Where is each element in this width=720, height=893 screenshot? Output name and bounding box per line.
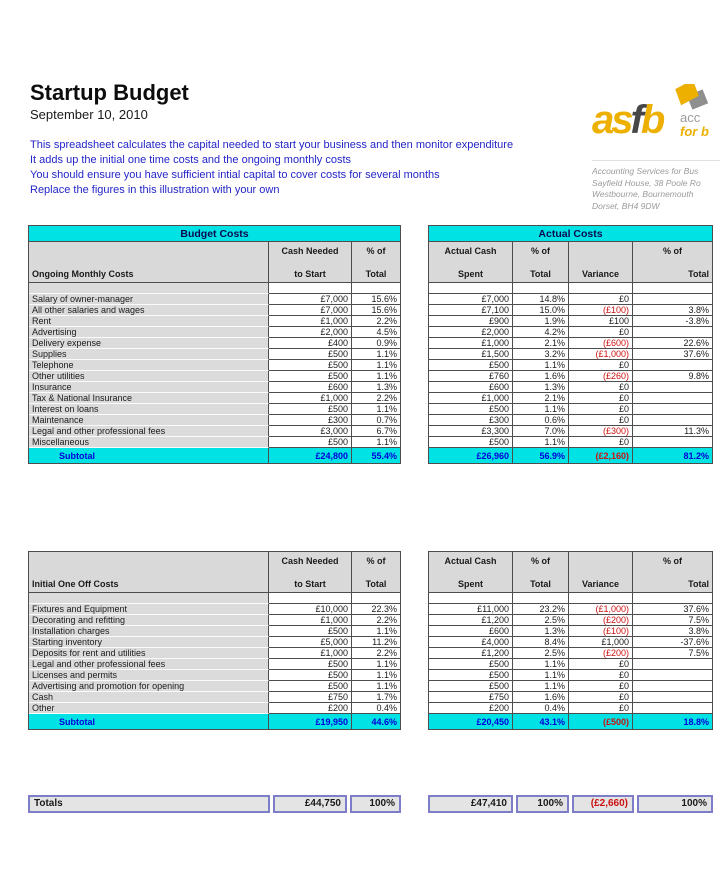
subtotal-actual-amount: £26,960	[429, 448, 513, 464]
budget-amount-cell: £3,000	[269, 426, 352, 437]
budget-amount-cell: £7,000	[269, 294, 352, 305]
budget-pct-cell: 0.4%	[352, 703, 401, 714]
variance-cell: £0	[569, 382, 633, 393]
cost-label-cell: Telephone	[29, 360, 269, 371]
variance-pct-cell	[633, 692, 713, 703]
budget-amount-cell: £600	[269, 382, 352, 393]
budget-header-row	[29, 242, 401, 283]
cost-row	[29, 393, 401, 404]
subtotal-budget-amount: £24,800	[269, 448, 352, 464]
actual-row	[429, 294, 713, 305]
variance-pct-cell: 7.5%	[633, 615, 713, 626]
actual-amount-cell: £11,000	[429, 604, 513, 615]
company-address	[592, 160, 720, 212]
actual-amount-cell: £3,300	[429, 426, 513, 437]
logo-tagline	[680, 111, 709, 139]
cost-label-cell: Delivery expense	[29, 338, 269, 349]
variance-cell: £0	[569, 692, 633, 703]
budget-pct-cell: 2.2%	[352, 615, 401, 626]
page-title: Startup Budget	[30, 80, 189, 105]
variance-pct-cell: -3.8%	[633, 316, 713, 327]
cost-row	[29, 659, 401, 670]
cost-row	[29, 692, 401, 703]
actual-row	[429, 371, 713, 382]
cost-row	[29, 404, 401, 415]
variance-cell: £0	[569, 681, 633, 692]
actual-row	[429, 692, 713, 703]
actual-amount-cell: £1,000	[429, 338, 513, 349]
budget-pct-cell: 1.1%	[352, 626, 401, 637]
cost-label-cell: Supplies	[29, 349, 269, 360]
actual-amount-cell: £1,200	[429, 648, 513, 659]
budget-pct-cell: 1.1%	[352, 404, 401, 415]
subtotal-variance-pct: 18.8%	[633, 714, 713, 730]
budget-amount-cell: £400	[269, 338, 352, 349]
actual-pct-cell: 0.4%	[513, 703, 569, 714]
budget-amount-cell: £2,000	[269, 327, 352, 338]
variance-cell: £0	[569, 327, 633, 338]
column-header-variance: Variance	[569, 552, 633, 593]
spacer-row	[29, 593, 401, 604]
budget-amount-cell: £500	[269, 681, 352, 692]
actual-amount-cell: £1,500	[429, 349, 513, 360]
actual-amount-cell: £1,200	[429, 615, 513, 626]
actual-pct-cell: 2.5%	[513, 615, 569, 626]
actual-pct-cell: 1.6%	[513, 692, 569, 703]
column-header-pct: % of Total	[513, 242, 569, 283]
column-header-pct: % of Total	[513, 552, 569, 593]
budget-pct-cell: 1.1%	[352, 659, 401, 670]
cost-label-cell: Advertising and promotion for opening	[29, 681, 269, 692]
budget-amount-cell: £500	[269, 659, 352, 670]
actual-amount-cell: £750	[429, 692, 513, 703]
budget-amount-cell: £500	[269, 626, 352, 637]
totals-variance: (£2,660)	[572, 795, 634, 813]
cost-label-cell: Legal and other professional fees	[29, 659, 269, 670]
budget-amount-cell: £500	[269, 349, 352, 360]
budget-amount-cell: £750	[269, 692, 352, 703]
budget-pct-cell: 15.6%	[352, 305, 401, 316]
actual-amount-cell: £7,000	[429, 294, 513, 305]
actual-amount-cell: £7,100	[429, 305, 513, 316]
column-header-cash: Cash Needed to Start	[269, 552, 352, 593]
actual-pct-cell: 2.1%	[513, 338, 569, 349]
oneoff-actual-table	[428, 551, 713, 730]
cost-row	[29, 703, 401, 714]
actual-pct-cell: 4.2%	[513, 327, 569, 338]
address-line: Westbourne, Bournemouth	[592, 189, 694, 199]
budget-pct-cell: 15.6%	[352, 294, 401, 305]
cost-row	[29, 437, 401, 448]
subtotal-variance: (£500)	[569, 714, 633, 730]
logo-wordmark	[592, 100, 662, 140]
cost-label-cell: Advertising	[29, 327, 269, 338]
cost-label-cell: Insurance	[29, 382, 269, 393]
actual-row	[429, 338, 713, 349]
actual-amount-cell: £2,000	[429, 327, 513, 338]
cost-row	[29, 360, 401, 371]
cost-row	[29, 637, 401, 648]
cost-row	[29, 648, 401, 659]
column-header-variance: Variance	[569, 242, 633, 283]
actual-pct-cell: 1.9%	[513, 316, 569, 327]
actual-amount-cell: £500	[429, 659, 513, 670]
subtotal-budget-pct: 55.4%	[352, 448, 401, 464]
column-header-pct: % of Total	[633, 242, 713, 283]
cost-label-cell: Starting inventory	[29, 637, 269, 648]
cost-label-cell: Deposits for rent and utilities	[29, 648, 269, 659]
actual-pct-cell: 2.5%	[513, 648, 569, 659]
actual-amount-cell: £900	[429, 316, 513, 327]
variance-pct-cell: 9.8%	[633, 371, 713, 382]
actual-amount-cell: £500	[429, 360, 513, 371]
variance-pct-cell	[633, 670, 713, 681]
actual-amount-cell: £4,000	[429, 637, 513, 648]
cost-row	[29, 327, 401, 338]
actual-costs-table	[428, 225, 713, 464]
actual-pct-cell: 0.6%	[513, 415, 569, 426]
actual-pct-cell: 14.8%	[513, 294, 569, 305]
cost-row	[29, 316, 401, 327]
variance-pct-cell: 3.8%	[633, 626, 713, 637]
totals-budget-pct: 100%	[350, 795, 401, 813]
actual-pct-cell: 23.2%	[513, 604, 569, 615]
actual-pct-cell: 2.1%	[513, 393, 569, 404]
actual-pct-cell: 1.1%	[513, 681, 569, 692]
variance-cell: £0	[569, 404, 633, 415]
budget-pct-cell: 1.1%	[352, 437, 401, 448]
column-header-label: Ongoing Monthly Costs	[29, 242, 269, 283]
cost-row	[29, 338, 401, 349]
actual-row	[429, 703, 713, 714]
cost-label-cell: Fixtures and Equipment	[29, 604, 269, 615]
budget-costs-table	[28, 225, 401, 464]
actual-row	[429, 404, 713, 415]
asfb-logo	[592, 84, 720, 160]
variance-cell: (£600)	[569, 338, 633, 349]
variance-cell: £0	[569, 393, 633, 404]
variance-cell: (£300)	[569, 426, 633, 437]
budget-pct-cell: 1.3%	[352, 382, 401, 393]
totals-label: Totals	[28, 795, 270, 813]
budget-pct-cell: 1.1%	[352, 371, 401, 382]
actual-pct-cell: 1.1%	[513, 670, 569, 681]
budget-pct-cell: 1.7%	[352, 692, 401, 703]
cost-row	[29, 426, 401, 437]
subtotal-row	[429, 448, 713, 464]
variance-cell: £0	[569, 360, 633, 371]
budget-amount-cell: £1,000	[269, 393, 352, 404]
cost-label-cell: All other salaries and wages	[29, 305, 269, 316]
subtotal-label-cell: Subtotal	[29, 448, 269, 464]
actual-pct-cell: 1.1%	[513, 659, 569, 670]
variance-cell: £0	[569, 437, 633, 448]
budget-costs-title: Budget Costs	[29, 226, 401, 242]
variance-cell: £0	[569, 703, 633, 714]
oneoff-header-row	[29, 552, 401, 593]
actual-row	[429, 393, 713, 404]
cost-label-cell: Other	[29, 703, 269, 714]
intro-line-4: Replace the figures in this illustration with your own	[30, 184, 280, 196]
actual-row	[429, 426, 713, 437]
actual-row	[429, 670, 713, 681]
spacer-row	[429, 593, 713, 604]
column-header-actual-cash: Actual Cash Spent	[429, 242, 513, 283]
variance-cell: £1,000	[569, 637, 633, 648]
cost-label-cell: Miscellaneous	[29, 437, 269, 448]
budget-amount-cell: £200	[269, 703, 352, 714]
budget-pct-cell: 1.1%	[352, 670, 401, 681]
variance-pct-cell	[633, 404, 713, 415]
subtotal-budget-amount: £19,950	[269, 714, 352, 730]
cost-label-cell: Installation charges	[29, 626, 269, 637]
actual-header-row	[429, 242, 713, 283]
column-header-label: Initial One Off Costs	[29, 552, 269, 593]
subtotal-row	[29, 714, 401, 730]
cost-label-cell: Salary of owner-manager	[29, 294, 269, 305]
actual-amount-cell: £500	[429, 437, 513, 448]
variance-pct-cell	[633, 294, 713, 305]
budget-amount-cell: £1,000	[269, 615, 352, 626]
totals-actual-pct: 100%	[516, 795, 569, 813]
subtotal-actual-amount: £20,450	[429, 714, 513, 730]
variance-pct-cell	[633, 360, 713, 371]
actual-costs-title: Actual Costs	[429, 226, 713, 242]
actual-row	[429, 437, 713, 448]
variance-pct-cell	[633, 437, 713, 448]
budget-amount-cell: £1,000	[269, 316, 352, 327]
oneoff-actual-header-row	[429, 552, 713, 593]
budget-pct-cell: 6.7%	[352, 426, 401, 437]
actual-pct-cell: 15.0%	[513, 305, 569, 316]
actual-amount-cell: £760	[429, 371, 513, 382]
subtotal-actual-pct: 43.1%	[513, 714, 569, 730]
variance-pct-cell	[633, 681, 713, 692]
cost-label-cell: Other utilities	[29, 371, 269, 382]
actual-row	[429, 648, 713, 659]
cost-label-cell: Legal and other professional fees	[29, 426, 269, 437]
variance-cell: £100	[569, 316, 633, 327]
budget-pct-cell: 11.2%	[352, 637, 401, 648]
address-line: Dorset, BH4 9DW	[592, 200, 660, 211]
actual-row	[429, 604, 713, 615]
variance-cell: (£1,000)	[569, 349, 633, 360]
cost-label-cell: Decorating and refitting	[29, 615, 269, 626]
logo-letters: f	[630, 98, 641, 142]
oneoff-budget-table	[28, 551, 401, 730]
variance-pct-cell: 37.6%	[633, 349, 713, 360]
spacer-row	[429, 283, 713, 294]
subtotal-row	[29, 448, 401, 464]
intro-line-1: This spreadsheet calculates the capital needed to start your business and then monitor expenditure	[30, 139, 514, 151]
totals-variance-pct: 100%	[637, 795, 713, 813]
cost-row	[29, 681, 401, 692]
cost-row	[29, 626, 401, 637]
actual-row	[429, 349, 713, 360]
variance-pct-cell: 11.3%	[633, 426, 713, 437]
actual-row	[429, 659, 713, 670]
actual-row	[429, 305, 713, 316]
variance-pct-cell	[633, 659, 713, 670]
intro-text	[30, 138, 513, 198]
budget-pct-cell: 4.5%	[352, 327, 401, 338]
spacer-row	[29, 283, 401, 294]
variance-cell: £0	[569, 415, 633, 426]
budget-pct-cell: 1.1%	[352, 681, 401, 692]
cost-row	[29, 415, 401, 426]
actual-row	[429, 637, 713, 648]
variance-cell: £0	[569, 294, 633, 305]
variance-pct-cell	[633, 415, 713, 426]
actual-pct-cell: 1.3%	[513, 626, 569, 637]
budget-pct-cell: 2.2%	[352, 316, 401, 327]
budget-amount-cell: £500	[269, 670, 352, 681]
variance-cell: (£200)	[569, 615, 633, 626]
cost-row	[29, 349, 401, 360]
subtotal-actual-pct: 56.9%	[513, 448, 569, 464]
subtotal-label-cell: Subtotal	[29, 714, 269, 730]
variance-pct-cell: -37.6%	[633, 637, 713, 648]
actual-row	[429, 327, 713, 338]
budget-pct-cell: 0.7%	[352, 415, 401, 426]
actual-pct-cell: 8.4%	[513, 637, 569, 648]
actual-pct-cell: 1.1%	[513, 437, 569, 448]
cost-row	[29, 382, 401, 393]
actual-amount-cell: £500	[429, 681, 513, 692]
actual-amount-cell: £600	[429, 626, 513, 637]
column-header-pct: % of Total	[352, 552, 401, 593]
variance-pct-cell: 37.6%	[633, 604, 713, 615]
budget-amount-cell: £7,000	[269, 305, 352, 316]
actual-pct-cell: 1.3%	[513, 382, 569, 393]
subtotal-row	[429, 714, 713, 730]
address-line: Sayfield House, 38 Poole Ro	[592, 177, 701, 188]
variance-cell: £0	[569, 659, 633, 670]
budget-costs-title-row	[29, 226, 401, 242]
actual-pct-cell: 1.1%	[513, 404, 569, 415]
column-header-actual-cash: Actual Cash Spent	[429, 552, 513, 593]
cost-label-cell: Maintenance	[29, 415, 269, 426]
column-header-pct: % of Total	[633, 552, 713, 593]
totals-actual-amount: £47,410	[428, 795, 513, 813]
budget-pct-cell: 2.2%	[352, 648, 401, 659]
budget-pct-cell: 22.3%	[352, 604, 401, 615]
address-line: Accounting Services for Bus	[592, 166, 699, 176]
budget-amount-cell: £500	[269, 404, 352, 415]
cost-row	[29, 604, 401, 615]
cost-row	[29, 294, 401, 305]
cost-label-cell: Licenses and permits	[29, 670, 269, 681]
cost-row	[29, 615, 401, 626]
actual-pct-cell: 7.0%	[513, 426, 569, 437]
budget-amount-cell: £500	[269, 371, 352, 382]
subtotal-variance-pct: 81.2%	[633, 448, 713, 464]
cost-label-cell: Interest on loans	[29, 404, 269, 415]
variance-cell: £0	[569, 670, 633, 681]
budget-amount-cell: £1,000	[269, 648, 352, 659]
actual-amount-cell: £600	[429, 382, 513, 393]
actual-pct-cell: 3.2%	[513, 349, 569, 360]
intro-line-3: You should ensure you have sufficient intial capital to cover costs for several months	[30, 169, 440, 181]
cost-row	[29, 305, 401, 316]
budget-pct-cell: 2.2%	[352, 393, 401, 404]
subtotal-variance: (£2,160)	[569, 448, 633, 464]
logo-letters: as	[592, 98, 631, 142]
actual-costs-title-row	[429, 226, 713, 242]
totals-budget-amount: £44,750	[273, 795, 347, 813]
actual-row	[429, 360, 713, 371]
actual-amount-cell: £500	[429, 404, 513, 415]
budget-pct-cell: 1.1%	[352, 360, 401, 371]
variance-pct-cell: 3.8%	[633, 305, 713, 316]
actual-amount-cell: £200	[429, 703, 513, 714]
page-date: September 10, 2010	[30, 107, 148, 122]
variance-cell: (£100)	[569, 305, 633, 316]
actual-row	[429, 681, 713, 692]
variance-pct-cell	[633, 393, 713, 404]
cost-row	[29, 670, 401, 681]
cost-label-cell: Rent	[29, 316, 269, 327]
actual-amount-cell: £1,000	[429, 393, 513, 404]
subtotal-budget-pct: 44.6%	[352, 714, 401, 730]
actual-row	[429, 415, 713, 426]
budget-pct-cell: 1.1%	[352, 349, 401, 360]
actual-row	[429, 626, 713, 637]
column-header-cash: Cash Needed to Start	[269, 242, 352, 283]
actual-row	[429, 382, 713, 393]
budget-amount-cell: £500	[269, 437, 352, 448]
variance-cell: (£1,000)	[569, 604, 633, 615]
variance-pct-cell: 7.5%	[633, 648, 713, 659]
variance-pct-cell: 22.6%	[633, 338, 713, 349]
actual-row	[429, 316, 713, 327]
variance-pct-cell	[633, 327, 713, 338]
actual-pct-cell: 1.1%	[513, 360, 569, 371]
variance-pct-cell	[633, 703, 713, 714]
logo-tagline-line: acc	[680, 110, 701, 125]
actual-row	[429, 615, 713, 626]
budget-pct-cell: 0.9%	[352, 338, 401, 349]
logo-letters: b	[640, 98, 663, 142]
budget-amount-cell: £10,000	[269, 604, 352, 615]
variance-cell: (£260)	[569, 371, 633, 382]
actual-pct-cell: 1.6%	[513, 371, 569, 382]
variance-cell: (£200)	[569, 648, 633, 659]
cost-label-cell: Cash	[29, 692, 269, 703]
actual-amount-cell: £300	[429, 415, 513, 426]
logo-tagline-line: for b	[680, 124, 709, 139]
variance-cell: (£100)	[569, 626, 633, 637]
budget-amount-cell: £300	[269, 415, 352, 426]
budget-amount-cell: £5,000	[269, 637, 352, 648]
intro-line-2: It adds up the initial one time costs and the ongoing monthly costs	[30, 154, 352, 166]
variance-pct-cell	[633, 382, 713, 393]
column-header-pct: % of Total	[352, 242, 401, 283]
budget-amount-cell: £500	[269, 360, 352, 371]
cost-row	[29, 371, 401, 382]
cost-label-cell: Tax & National Insurance	[29, 393, 269, 404]
actual-amount-cell: £500	[429, 670, 513, 681]
